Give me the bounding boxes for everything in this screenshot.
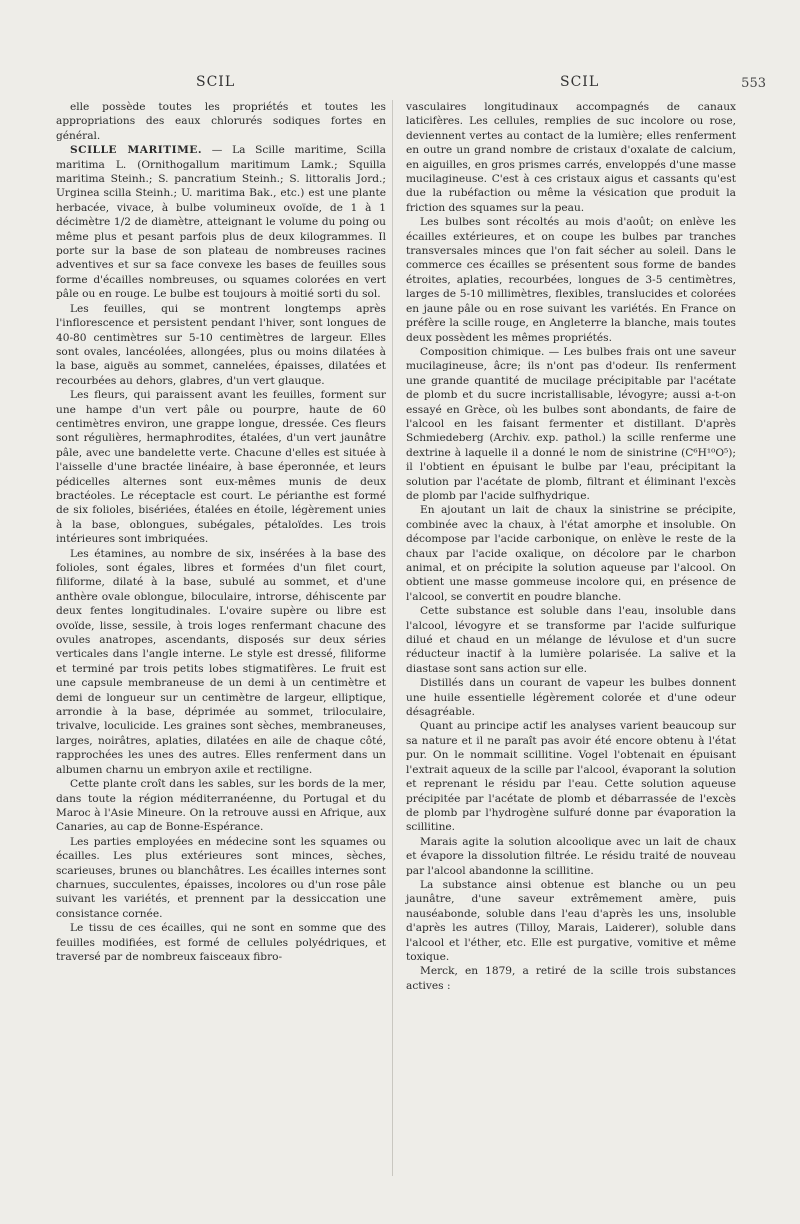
paragraph: [406, 835, 736, 878]
running-head-left: SCIL: [196, 74, 236, 90]
paragraph-text: Cette substance est soluble dans l'eau, insoluble dans l'alcool, lévogyre et se transforme par l'acide sulfurique dilué et chaud en un mélange de lévulose et d'un sucre réducteur inactif à la lumière polarisée. La salive et la diastase sont sans action sur elle.: [406, 605, 736, 675]
paragraph: [56, 100, 386, 143]
running-head-right: SCIL: [560, 74, 600, 90]
paragraph: [56, 777, 386, 835]
paragraph: [406, 100, 736, 215]
paragraph: [406, 345, 736, 503]
paragraph-text: Merck, en 1879, a retiré de la scille trois substances actives :: [406, 965, 736, 992]
left-column: [56, 100, 386, 964]
paragraph-text: Quant au principe actif les analyses varient beaucoup sur sa nature et il ne paraît pas avoir été encore obtenu à l'état pur. On le nommait scillitine. Vogel l'obtenait en épuisant l'extrait aqueux de la scille par l'alcool, évaporant la solution et reprenant le résidu par l'eau. Cette solution aqueuse précipitée par l'acétate de plomb et débarrassée de l'excès de plomb par l'hydrogène sulfuré donne par évaporation la scillitine.: [406, 720, 736, 834]
paragraph-text: Les étamines, au nombre de six, insérées à la base des folioles, sont égales, libres et formées d'un filet court, filiforme, dilaté à la base, subulé au sommet, et d'une anthère ovale oblongue, biloculaire, introrse, déhiscente par deux fentes longitudinales. L'ovaire supère ou libre est ovoïde, lisse, sessile, à trois loges renfermant chacune des ovules anatropes, ascendants, disposés sur deux séries verticales dans l'angle interne. Le style est dressé, filiforme et terminé par trois petits lobes stigmatifères. Le fruit est une capsule membraneuse de un demi à un centimètre et demi de longueur sur un centimètre de largeur, elliptique, arrondie à la base, déprimée au sommet, triloculaire, trivalve, loculicide. Les graines sont sèches, membraneuses, larges, noirâtres, aplaties, dilatées en aile de chaque côté, rapprochées les unes des autres. Elles renferment dans un albumen charnu un embryon axile et rectiligne.: [56, 547, 386, 776]
paragraph: [56, 835, 386, 921]
paragraph-text: Les fleurs, qui paraissent avant les feuilles, forment sur une hampe d'un vert pâle ou pourpre, haute de 60 centimètres environ, une grappe longue, dressée. Ces fleurs sont régulières, hermaphrodites, étalées, d'un vert jaunâtre pâle, avec une bandelette verte. Chacune d'elles est située à l'aisselle d'une bractée linéaire, à base éperonnée, et leurs pédicelles alternes sont eux-mêmes munis de deux bractéoles. Le réceptacle est court. Le périanthe est formé de six folioles, bisériées, étalées en étoile, légèrement unies à la base, oblongues, subégales, pétaloïdes. Les trois intérieures sont imbriquées.: [56, 389, 386, 546]
paragraph: [56, 302, 386, 388]
paragraph: [56, 547, 386, 778]
paragraph-text: Les bulbes sont récoltés au mois d'août; on enlève les écailles extérieures, et on coupe les bulbes par tranches transversales minces que l'on fait sécher au soleil. Dans le commerce ces écailles se présentent sous forme de bandes étroites, aplaties, recourbées, longues de 3-5 centimètres, larges de 5-10 millimètres, flexibles, translucides et colorées en jaune pâle ou en rose suivant les variétés. En France on préfère la scille rouge, en Angleterre la blanche, mais toutes deux possèdent les mêmes propriétés.: [406, 216, 736, 344]
paragraph: [56, 921, 386, 964]
paragraph-text: Distillés dans un courant de vapeur les bulbes donnent une huile essentielle légèrement colorée et d'une odeur désagréable.: [406, 677, 736, 719]
paragraph: [406, 719, 736, 834]
paragraph: [406, 676, 736, 719]
page-number: 553: [741, 76, 766, 91]
paragraph-text: vasculaires longitudinaux accompagnés de canaux laticifères. Les cellules, remplies de suc incolore ou rose, deviennent vertes au contact de la lumière; elles renferment en outre un grand nombre de cristaux d'oxalate de calcium, en aiguilles, en gros prismes carrés, enveloppés d'une masse mucilagineuse. C'est à ces cristaux aigus et cassants qu'est due la rubéfaction ou même la vésication que produit la friction des squames sur la peau.: [406, 101, 736, 214]
paragraph-text: Cette plante croît dans les sables, sur les bords de la mer, dans toute la région méditerranéenne, du Portugal et du Maroc à l'Asie Mineure. On la retrouve aussi en Afrique, aux Canaries, au cap de Bonne-Espérance.: [56, 778, 386, 834]
column-divider: [392, 100, 393, 1176]
paragraph-text: En ajoutant un lait de chaux la sinistrine se précipite, combinée avec la chaux, à l'état amorphe et insoluble. On décompose par l'acide carbonique, on enlève le reste de la chaux par l'acide oxalique, on décolore par le charbon animal, et on précipite la solution aqueuse par l'alcool. On obtient une masse gommeuse incolore qui, en présence de l'alcool, se convertit en poudre blanche.: [406, 504, 736, 603]
paragraph-text: La substance ainsi obtenue est blanche ou un peu jaunâtre, d'une saveur extrêmement amère, puis nauséabonde, soluble dans l'eau d'après les uns, insoluble d'après les autres (Tilloy, Marais, Laiderer), soluble dans l'alcool et l'éther, etc. Elle est purgative, vomitive et même toxique.: [406, 878, 736, 963]
entry-heading: SCILLE MARITIME.: [70, 144, 203, 157]
paragraph: [406, 604, 736, 676]
paragraph: [406, 878, 736, 964]
paragraph: [406, 964, 736, 993]
paragraph-text: Le tissu de ces écailles, qui ne sont en somme que des feuilles modifiées, est formé de cellules polyédriques, et traversé par de nombreux faisceaux fibro-: [56, 922, 386, 963]
paragraph-text: Marais agite la solution alcoolique avec un lait de chaux et évapore la dissolution filtrée. Le résidu traité de nouveau par l'alcool abandonne la scillitine.: [406, 835, 736, 877]
paragraph: [406, 215, 736, 345]
paragraph-text: elle possède toutes les propriétés et toutes les appropriations des eaux chlorurés sodiques fortes en général.: [56, 101, 386, 142]
paragraph-text: Les feuilles, qui se montrent longtemps après l'inflorescence et persistent pendant l'hiver, sont longues de 40-80 centimètres sur 5-10 centimètres de largeur. Elles sont ovales, lancéolées, allongées, plus ou moins dilatées à la base, aiguës au sommet, cannelées, épaisses, dilatées et recourbées au dehors, glabres, d'un vert glauque.: [56, 302, 386, 387]
paragraph-text: — La Scille maritime, Scilla maritima L. (Ornithogallum maritimum Lamk.; Squilla maritima Steinh.; S. pancratium Steinh.; S. littoralis Jord.; Urginea scilla Steinh.; U. maritima Bak., etc.) est une plante herbacée, vivace, à bulbe volumineux ovoïde, de 1 à 1 décimètre 1/2 de diamètre, atteignant le volume du poing ou même plus et pesant parfois plus de deux kilogrammes. Il porte sur la base de son plateau de nombreuses racines adventives et sur sa face convexe les bases de feuilles sous forme d'écailles nombreuses, ou squames colorées en vert pâle ou en rouge. Le bulbe est toujours à moitié sorti du sol.: [56, 144, 387, 301]
paragraph-text: Composition chimique. — Les bulbes frais ont une saveur mucilagineuse, âcre; ils n'ont pas d'odeur. Ils renferment une grande quantité de mucilage précipitable par l'acétate de plomb et du sucre incristallisable, lévogyre; aussi a-t-on essayé en Grèce, où les bulbes sont abondants, de faire de l'alcool en les faisant fermenter et distillant. D'après Schmiedeberg (Archiv. exp. pathol.) la scille renferme une dextrine à laquelle il a donné le nom de sinistrine (C⁶H¹⁰O⁵); il l'obtient en épuisant le bulbe par l'eau, précipitant la solution par l'acétate de plomb, filtrant et éliminant l'excès de plomb par l'acide sulfhydrique.: [406, 345, 736, 502]
paragraph-text: Les parties employées en médecine sont les squames ou écailles. Les plus extérieures sont minces, sèches, scarieuses, brunes ou blanchâtres. Les écailles internes sont charnues, succulentes, épaisses, incolores ou d'un rose pâle suivant les variétés, et prennent par la dessiccation une consistance cornée.: [56, 835, 386, 920]
paragraph: [56, 143, 386, 301]
paragraph: [406, 503, 736, 604]
paragraph: [56, 388, 386, 546]
right-column: [406, 100, 736, 993]
